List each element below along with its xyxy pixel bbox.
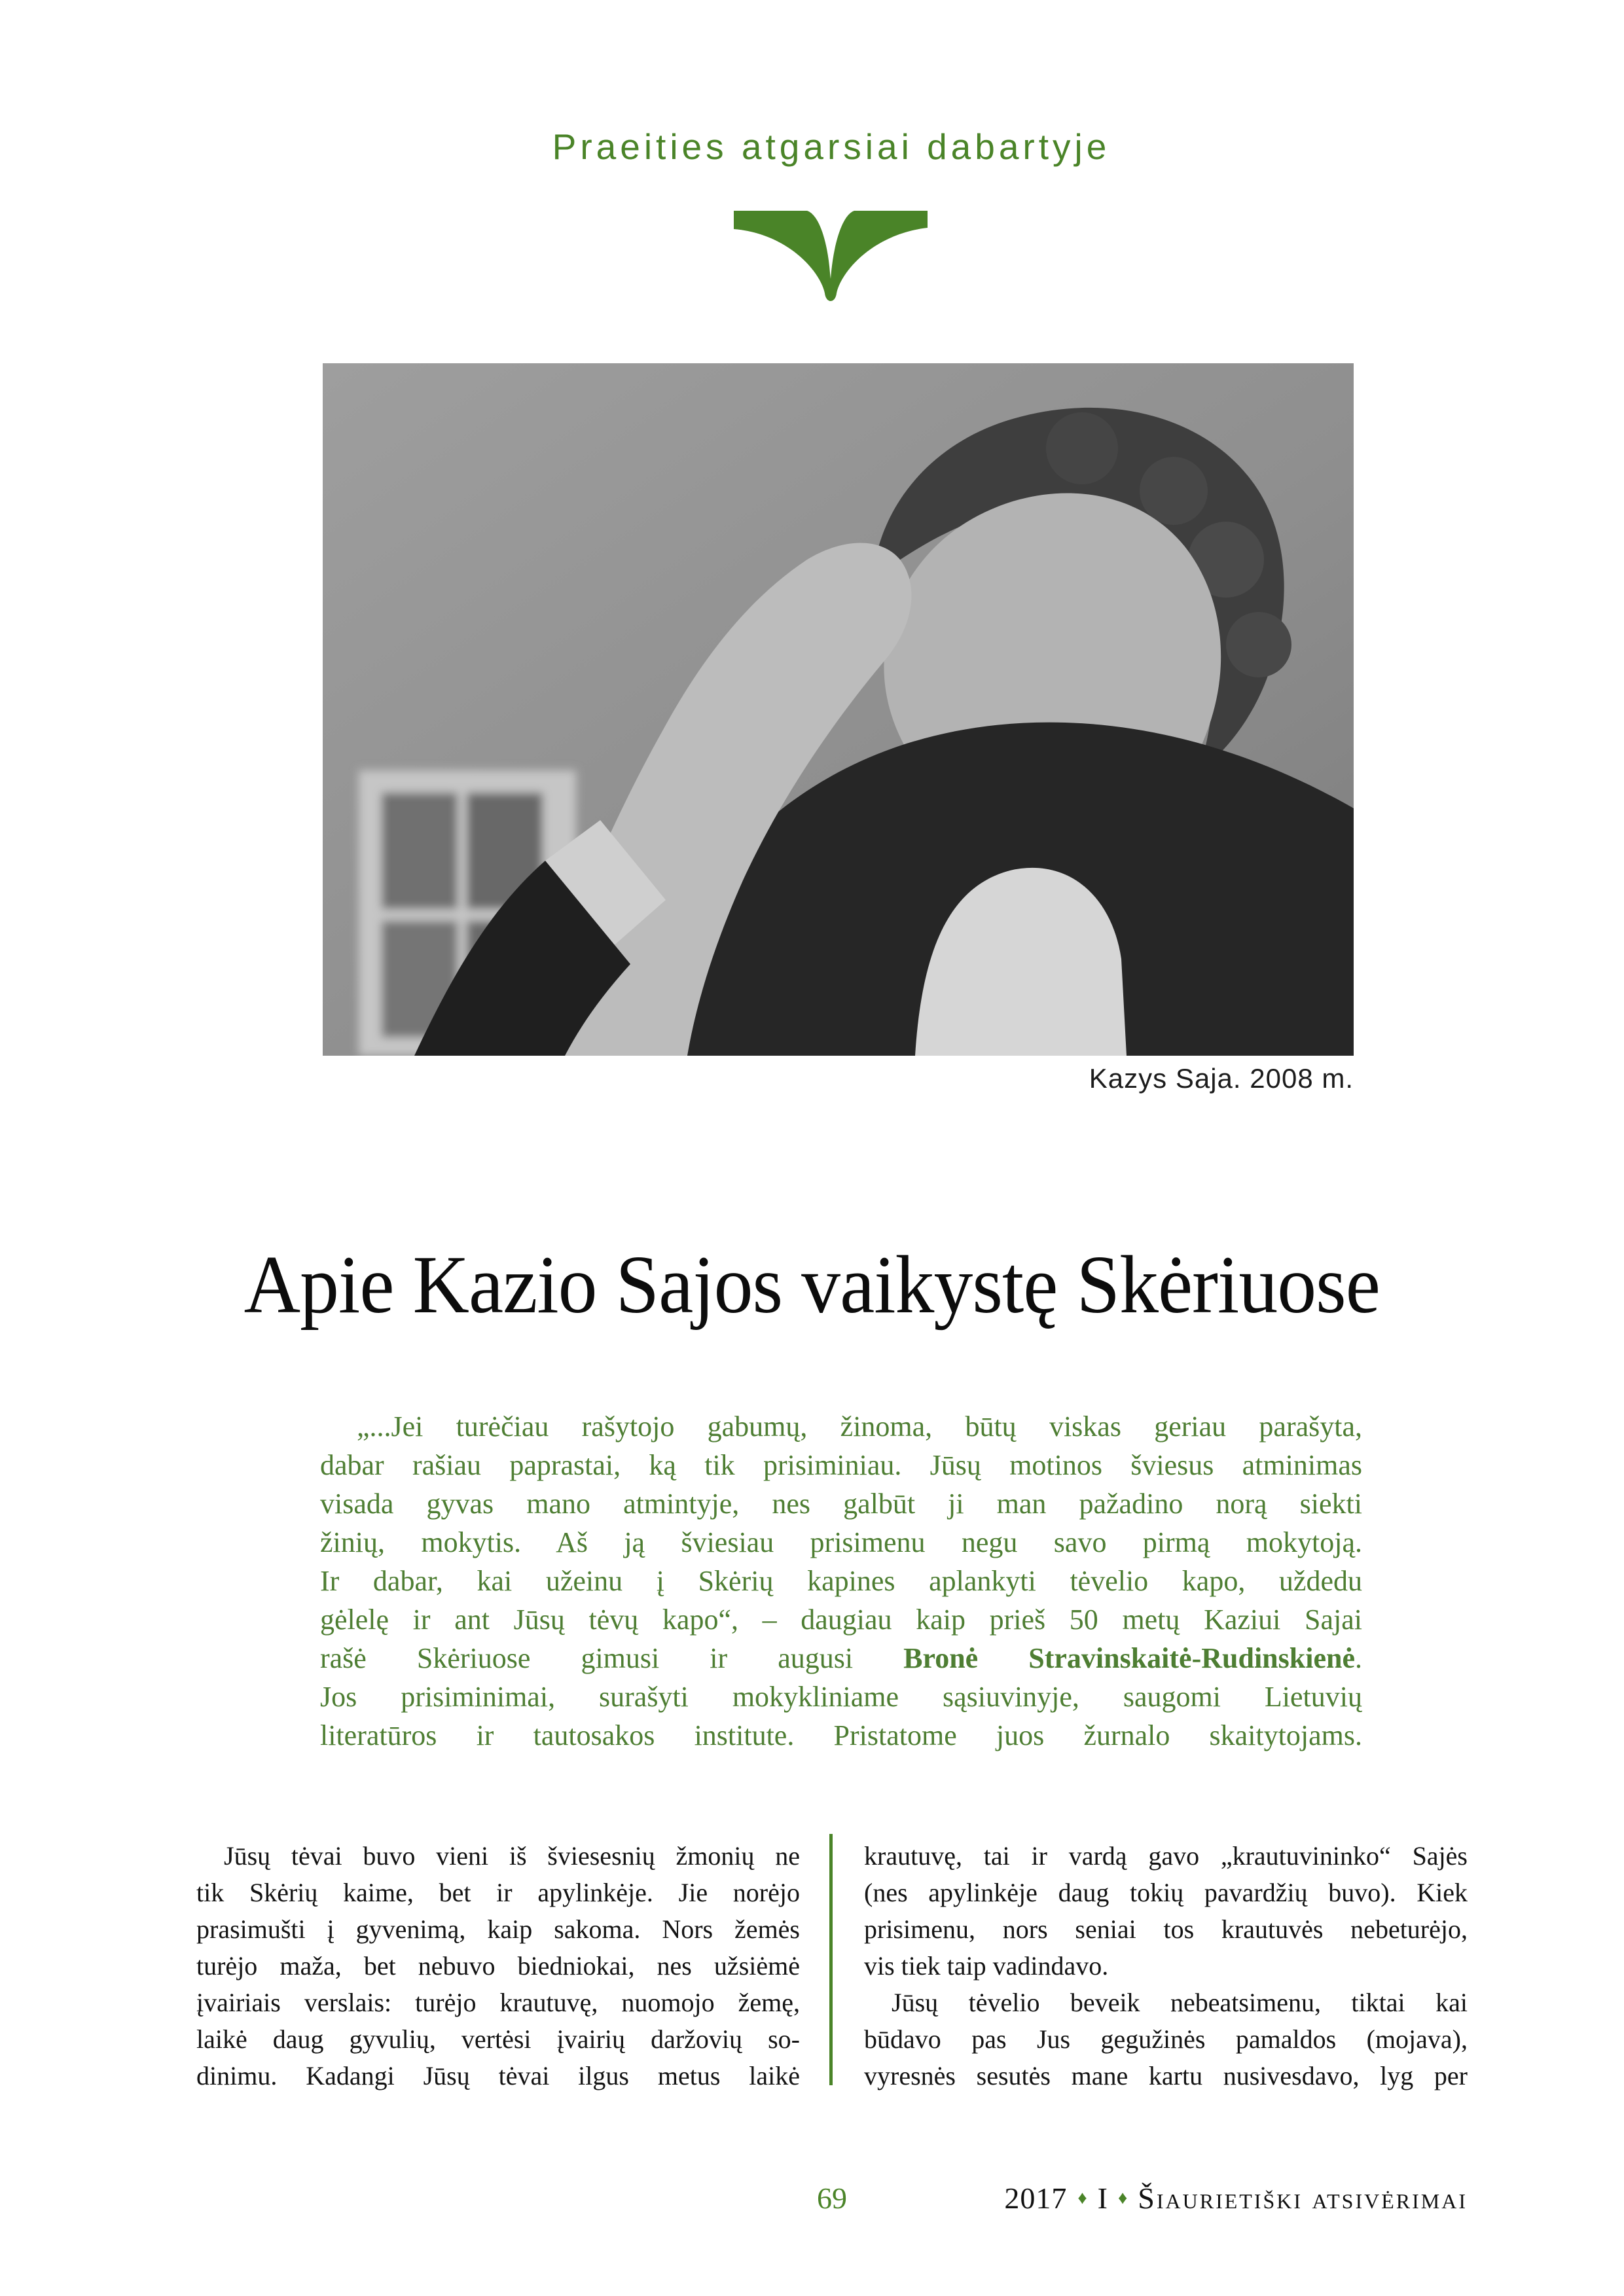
body-line: dinimu. Kadangi Jūsų tėvai ilgus metus laikė [196,2061,800,2090]
quote-line: Jos prisiminimai, surašyti mokykliniame sąsiuvinyje, saugomi Lietuvių [320,1681,1362,1713]
page-number: 69 [817,2181,847,2215]
pull-quote [320,1407,1362,1755]
v-leaf-ornament-icon [734,211,928,302]
body-line: tik Skėrių kaime, bet ir apylinkėje. Jie norėjo [196,1878,800,1907]
page-footer [196,2181,1468,2227]
body-line: būdavo pas Jus gegužinės pamaldos (mojava), [864,2024,1468,2054]
body-line: (nes apylinkėje daug tokių pavardžių buvo). Kiek [864,1878,1468,1907]
quote-line: gėlelę ir ant Jūsų tėvų kapo“, – daugiau kaip prieš 50 metų Kaziui Sajai [320,1604,1362,1636]
quote-line: dabar rašiau paprastai, ką tik prisiminiau. Jūsų motinos šviesus atminimas [320,1449,1362,1481]
article-title-text: Apie Kazio Sajos vaikystę Skėriuose [244,1240,1380,1331]
body-columns [196,1838,1468,2094]
body-line: laikė daug gyvulių, vertėsi įvairių daržovių so- [196,2024,800,2054]
body-line: prisimenu, nors seniai tos krautuvės nebeturėjo, [864,1914,1468,1944]
quote-author-name: Bronė Stravinskaitė-Rudinskienė [903,1642,1355,1674]
body-line: prasimušti į gyvenimą, kaip sakoma. Nors žemės [196,1914,800,1944]
diamond-icon: ♦ [1077,2188,1087,2208]
body-line: Jūsų tėvelio beveik nebeatsimenu, tiktai kai [892,1988,1468,2017]
quote-line: žinių, mokytis. Aš ją šviesiau prisimenu negu savo pirmą mokytoją. [320,1526,1362,1558]
journal-line [1004,2181,1468,2215]
quote-line-text: rašė Skėriuose gimusi ir augusi [320,1642,904,1674]
rubric-header: Praeities atgarsiai dabartyje [552,126,1111,167]
portrait-photo [323,363,1354,1056]
quote-line: „...Jei turėčiau rašytojo gabumų, žinoma, būtų viskas geriau parašyta, [357,1410,1362,1443]
right-column [864,1838,1468,2094]
quote-line: literatūros ir tautosakos institute. Pristatome juos žurnalo skaitytojams. [320,1719,1362,1751]
photo-caption: Kazys Saja. 2008 m. [1089,1063,1354,1094]
body-line: vis tiek taip vadindavo. [864,1951,1109,1981]
body-line: krautuvę, tai ir vardą gavo „krautuvininko“ Sajės [864,1841,1468,1871]
left-column [196,1838,800,2094]
footer-year: 2017 [1004,2181,1068,2215]
body-line: Jūsų tėvai buvo vieni iš šviesesnių žmonių ne [224,1841,800,1871]
portrait-photo-image [323,363,1354,1056]
quote-line-text: . [1355,1642,1362,1674]
quote-line: Ir dabar, kai užeinu į Skėrių kapines aplankyti tėvelio kapo, uždedu [320,1565,1362,1597]
quote-line: visada gyvas mano atmintyje, nes galbūt ji man pažadino norą siekti [320,1488,1362,1520]
journal-title: Šiaurietiški atsivėrimai [1138,2181,1468,2215]
body-line: turėjo maža, bet nebuvo biedniokai, nes užsiėmė [196,1951,800,1981]
body-line: įvairiais verslais: turėjo krautuvę, nuomojo žemę, [196,1988,800,2017]
body-line: vyresnės sesutės mane kartu nusivesdavo, lyg per [864,2061,1468,2090]
article-title [177,1240,1447,1331]
quote-line [320,1639,1362,1677]
diamond-icon: ♦ [1117,2188,1128,2208]
column-divider [829,1834,833,2085]
footer-issue-number: I [1097,2181,1108,2215]
